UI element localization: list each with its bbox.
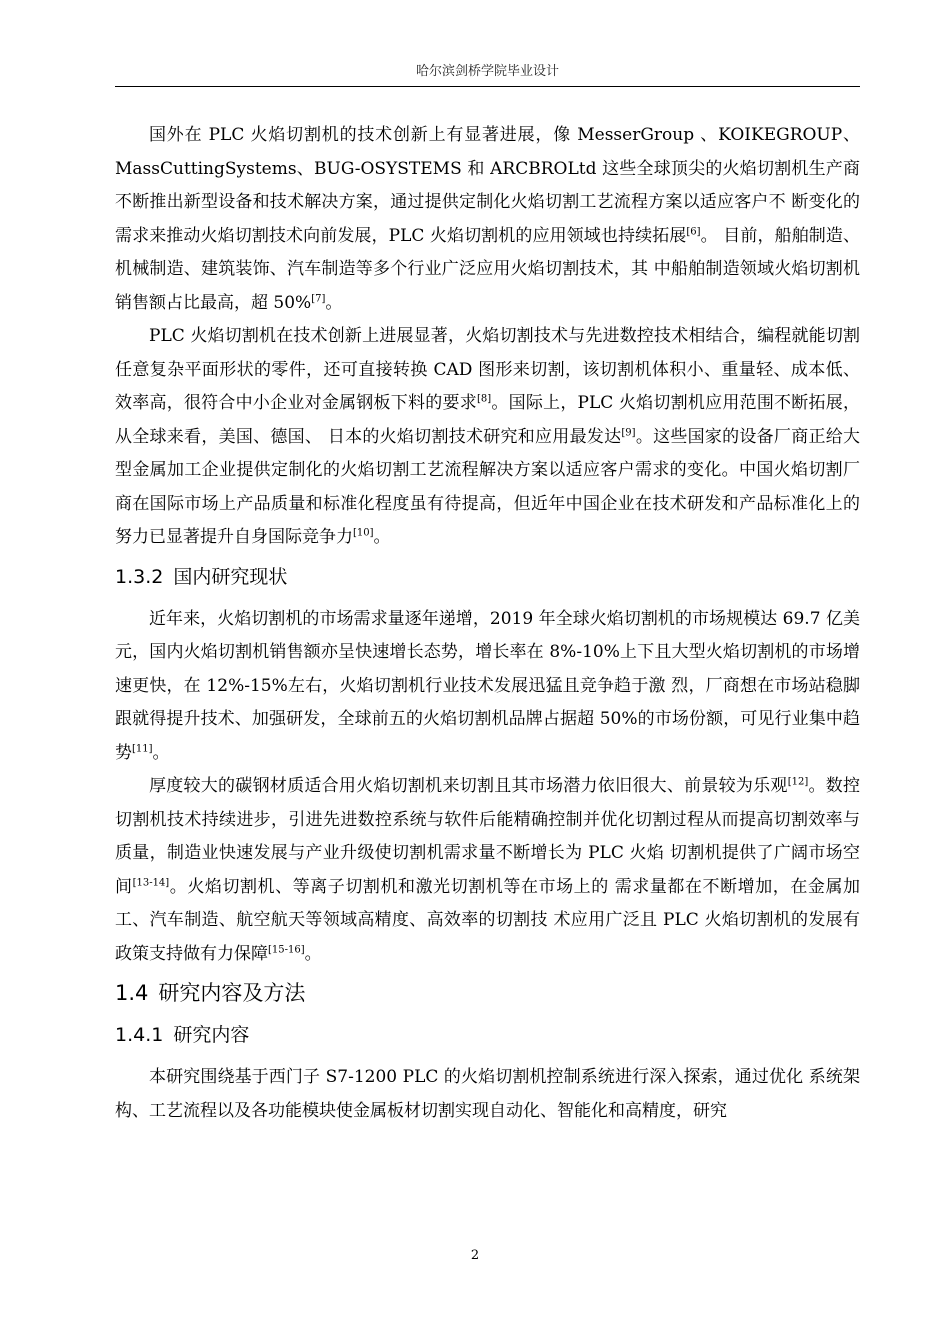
heading-number: 1.3.2 — [115, 565, 164, 588]
citation: [15-16] — [268, 943, 305, 955]
section-heading-1-4-1 — [115, 1018, 860, 1052]
citation: [10] — [353, 527, 374, 539]
paragraph-text: 。 目前，船舶制造、机械制造、建筑装饰、汽车制造等多个行业广泛应用火焰切割技术，其 中船舶制造领域火焰切割机销售额占比最高，超 50% — [115, 225, 861, 313]
citation: [12] — [787, 776, 809, 788]
section-heading-1-3-2 — [115, 560, 860, 594]
paragraph-text: 。国际上，PLC 火焰切割机应用范围不断拓展，从全球来看，美国、德国、 日本的火焰切割技术研究和应用最发达 — [115, 393, 861, 447]
paragraph-text: 国外在 PLC 火焰切割机的技术创新上有显著进展，像 MesserGroup 、KOIKEGROUP、 MassCuttingSystems、BUG-OSYSTEMS 和 ARCBROLtd 这些全球顶尖的火焰切割机生产商 不断推出新型设备和技术解决方案，通过提供定制化火焰切割工艺流程方案以适应客户不 断变化的需求来推动火焰切割技术向前发展，PLC 火焰切割机的应用领域也持续拓展 — [115, 125, 860, 246]
paragraph-text: 。这些国家的设备厂商正给大型金属加工企业提供定制化的火焰切割工艺流程解决方案以适应客户需求的变化。中国火焰切割厂商在国际市场上产品质量和标准化程度虽有待提高，但近年中国企业在技术研发和产品标准化上的努力已显著提升自身国际竞争力 — [115, 426, 860, 547]
citation: [6] — [686, 225, 701, 237]
heading-text: 国内研究现状 — [173, 565, 288, 588]
paragraph-carbon-steel — [115, 770, 860, 971]
heading-number: 1.4.1 — [115, 1024, 164, 1046]
section-heading-1-4 — [115, 976, 860, 1010]
heading-number: 1.4 — [115, 981, 149, 1005]
citation: [7] — [311, 292, 326, 304]
paragraph-text: 。数控切割机技术持续进步，引进先进数控系统与软件后能精确控制并优化切割过程从而提高切割效率与质量，制造业快速发展与产业升级使切割机需求量不断增长为 PLC 火焰 切割机提供了广阔市场空间 — [115, 776, 861, 897]
paragraph-text: 本研究围绕基于西门子 S7-1200 PLC 的火焰切割机控制系统进行深入探索，通过优化 系统架构、工艺流程以及各功能模块使金属板材切割实现自动化、智能化和高精度，研究 — [115, 1067, 860, 1121]
heading-text: 研究内容 — [173, 1024, 250, 1046]
citation: [11] — [132, 742, 153, 754]
document-body — [115, 119, 860, 1128]
paragraph-foreign-research — [115, 119, 860, 320]
citation: [8] — [476, 393, 492, 405]
paragraph-plc-innovation — [115, 320, 860, 555]
page-header: 哈尔滨剑桥学院毕业设计 — [415, 64, 559, 79]
paragraph-text: 。 — [304, 943, 322, 964]
paragraph-text: 近年来，火焰切割机的市场需求量逐年递增，2019 年全球火焰切割机的市场规模达 69.7 亿美元，国内火焰切割机销售额亦呈快速增长态势，增长率在 8%-10%上下且大型火焰切割机的市场增速更快，在 12%-15%左右，火焰切割机行业技术发展迅猛且竞争趋于激 烈，厂商想在市场站稳脚跟就得提升技术、加强研发，全球前五的火焰切割机品牌占据超 50%的市场份额，可见行业集中趋势 — [115, 608, 860, 763]
paragraph-text: 。火焰切割机、等离子切割机和激光切割机等在市场上的 需求量都在不断增加，在金属加工、汽车制造、航空航天等领域高精度、高效率的切割技 术应用广泛且 PLC 火焰切割机的发展有政策支持做有力保障 — [115, 876, 860, 964]
heading-text: 研究内容及方法 — [158, 981, 306, 1005]
page-number: 2 — [470, 1248, 480, 1263]
paragraph-text: 。 — [325, 292, 343, 313]
citation: [13-14] — [132, 876, 170, 888]
paragraph-text: 。 — [373, 527, 391, 547]
paragraph-text: 。 — [152, 742, 170, 763]
paragraph-text: 厚度较大的碳钢材质适合用火焰切割机来切割且其市场潜力依旧很大、前景较为乐观 — [149, 776, 788, 796]
header-rule — [115, 86, 860, 87]
citation: [9] — [621, 426, 636, 438]
paragraph-research-content — [115, 1061, 860, 1128]
paragraph-market-demand — [115, 603, 860, 771]
paragraph-text: PLC 火焰切割机在技术创新上进展显著，火焰切割技术与先进数控技术相结合，编程就能切割任意复杂平面形状的零件，还可直接转换 CAD 图形来切割，该切割机体积小、重量轻、成本低、效率高，很符合中小企业对金属钢板下料的要求 — [115, 326, 860, 413]
